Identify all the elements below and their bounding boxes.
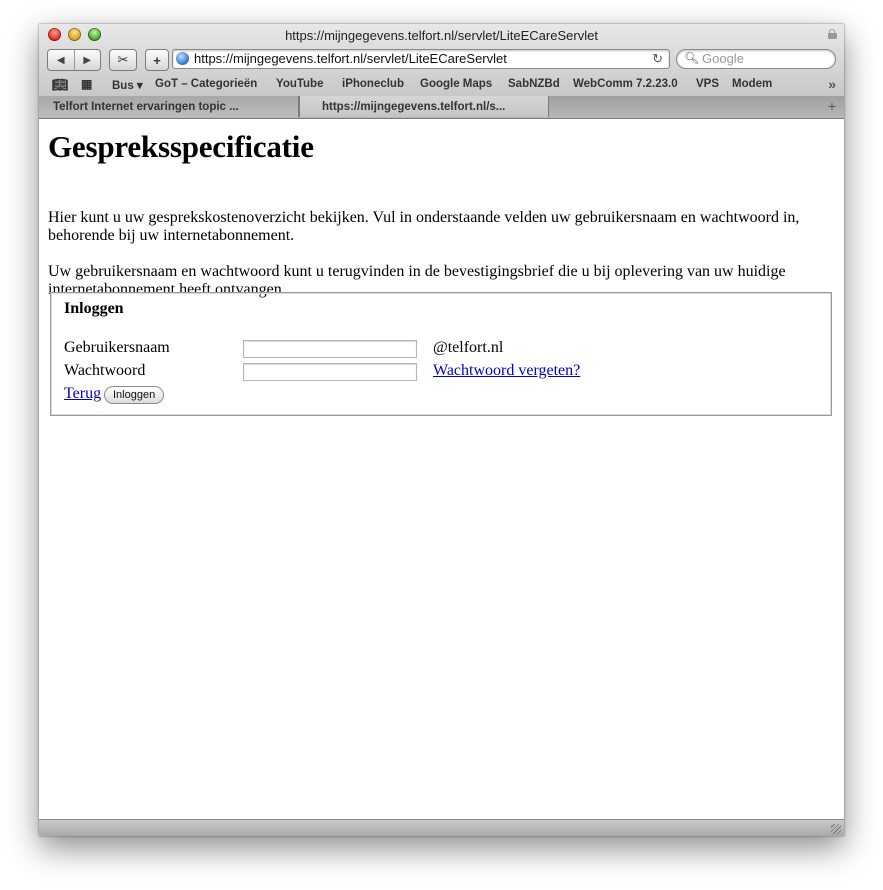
address-bar[interactable]	[172, 49, 670, 69]
resize-grip-icon[interactable]	[831, 824, 841, 834]
navigation-toolbar	[39, 47, 844, 73]
search-input[interactable]	[702, 50, 827, 67]
bookmark-item[interactable]: Bus ▾	[112, 80, 143, 92]
login-title: Inloggen	[64, 300, 124, 317]
forward-button[interactable]: ▶	[83, 54, 92, 66]
lock-icon	[828, 29, 836, 39]
login-button[interactable]: Inloggen	[104, 386, 164, 404]
add-bookmark-button[interactable]: +	[145, 49, 169, 71]
bookmark-item[interactable]: SabNZBd	[508, 78, 560, 90]
forgot-password-link[interactable]: Wachtwoord vergeten?	[433, 362, 581, 379]
address-bar-url[interactable]: https://mijngegevens.telfort.nl/servlet/LiteECareServlet	[194, 51, 507, 66]
password-label: Wachtwoord	[64, 362, 146, 379]
back-button[interactable]: ◀	[48, 50, 75, 70]
browser-window	[39, 24, 844, 836]
username-domain-suffix: @telfort.nl	[433, 339, 504, 356]
bookmarks-overflow-icon[interactable]: »	[828, 76, 836, 92]
intro-text: Hier kunt u uw gesprekskostenoverzicht bekijken. Vul in onderstaande velden uw gebruikersnaam en wachtwoord in, behorende bij uw internetabonnement.	[48, 209, 800, 244]
tab-mijngegevens[interactable]: https://mijngegevens.telfort.nl/s...	[299, 96, 549, 117]
bookmark-item[interactable]: GoT – Categorieën	[155, 78, 258, 90]
back-forward-buttons	[47, 49, 101, 71]
title-bar	[39, 24, 844, 46]
bookmark-item[interactable]: iPhoneclub	[342, 78, 404, 90]
status-bar	[39, 819, 844, 836]
bookmark-item[interactable]: Google Maps	[420, 78, 493, 90]
back-link[interactable]: Terug	[64, 385, 102, 402]
page-title: Gespreksspecificatie	[48, 129, 314, 164]
page-content	[39, 119, 844, 819]
password-field[interactable]	[243, 363, 417, 381]
bookmark-item[interactable]: YouTube	[276, 78, 324, 90]
info-text: Uw gebruikersnaam en wachtwoord kunt u terugvinden in de bevestigingsbrief die u bij oplevering van uw huidige internetabonnement heeft ontvangen.	[48, 263, 786, 298]
tab-telfort-forum[interactable]: Telfort Internet ervaringen topic ...	[39, 96, 299, 117]
search-icon: 🔍︎	[684, 51, 700, 65]
bookmark-item[interactable]: VPS	[696, 78, 720, 90]
snippet-button[interactable]: ✂	[109, 49, 137, 71]
bookmark-item[interactable]: WebComm 7.2.23.0	[573, 78, 678, 90]
username-field[interactable]	[243, 340, 417, 358]
globe-icon	[176, 52, 189, 65]
login-form	[50, 292, 832, 416]
username-label: Gebruikersnaam	[64, 339, 170, 356]
search-field[interactable]	[676, 49, 836, 69]
browser-chrome	[39, 24, 844, 97]
new-tab-icon[interactable]: +	[827, 98, 836, 114]
window-title: https://mijngegevens.telfort.nl/servlet/LiteECareServlet	[285, 28, 598, 43]
reload-icon[interactable]: ↻	[652, 51, 663, 66]
tab-bar	[39, 96, 844, 119]
top-sites-grid-icon[interactable]: ▦	[81, 77, 93, 91]
bookmarks-bar	[39, 75, 844, 95]
bookmark-item[interactable]: Modem	[732, 78, 773, 90]
bookmarks-book-icon[interactable]: 📖︎	[52, 77, 69, 92]
